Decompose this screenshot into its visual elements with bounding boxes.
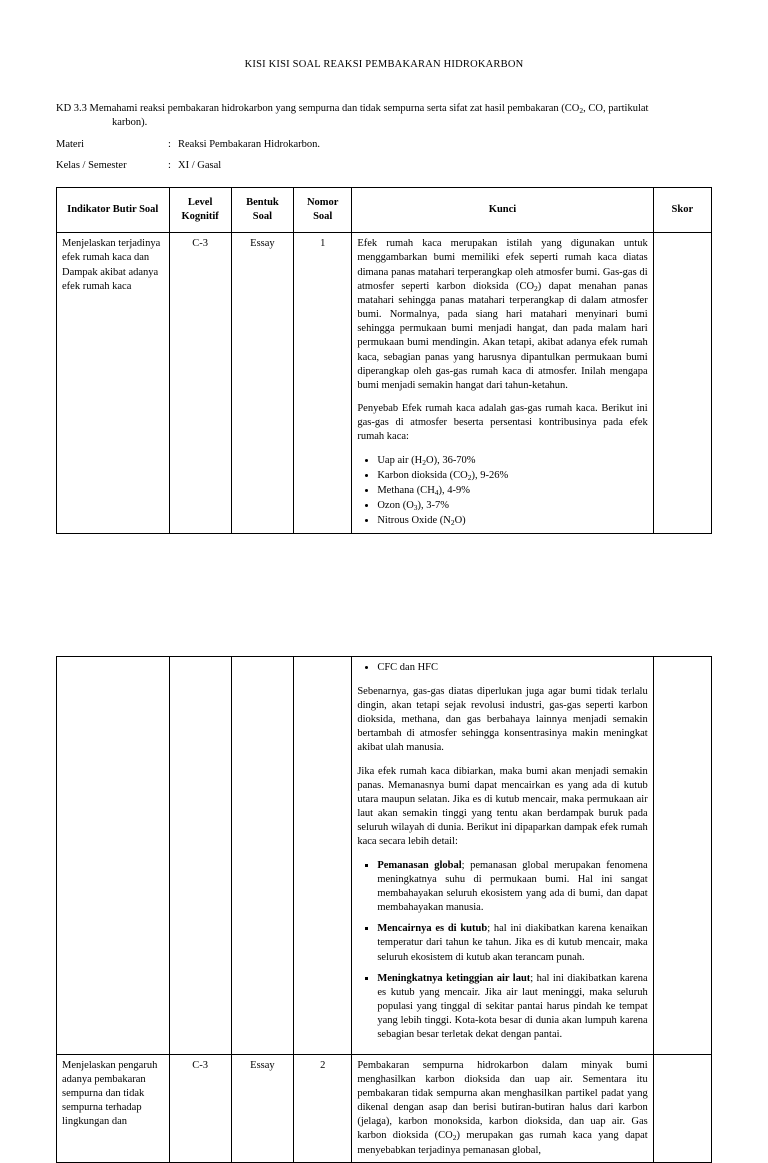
cell-nomor-2: 2 [294, 1054, 352, 1162]
table-row-continuation [57, 657, 712, 1054]
dampak-text: ; hal ini diakibatkan karena kenaikan temperatur dari tahun ke tahun. Jika es di kutub mencair, maka seluruh ekosistem di kutub akan terancam punah. [377, 923, 648, 963]
kisi-table-page1 [56, 187, 712, 535]
dampak-text: ; pemanasan global merupakan fenomena meningkatnya suhu di permukaan bumi. Hal ini sangat membahayakan seluruh ekosistem yang ada di bumi, dan dapat membahayakan manusia. [377, 859, 648, 914]
cell-skor-empty [653, 657, 711, 1054]
dampak-text: ; hal ini diakibatkan karena es kutub yang mencair. Jika air laut meninggi, maka seluruh populasi yang tinggal di sekitar pantai harus pindah ke tempat yang lebih tinggi. Kota-kota besar di dunia akan lumpuh karena sebagian besar terletak dekat dengan pantai. [377, 972, 648, 1041]
header-indikator: Indikator Butir Soal [57, 187, 170, 232]
cell-level-2: C-3 [169, 1054, 231, 1162]
continuation-paragraph-1: Sebenarnya, gas-gas diatas diperlukan juga agar bumi tidak terlalu dingin, akan tetapi sejak revolusi industri, gas-gas seperti karbon dioksida, methana, dan gas berbahaya lainnya menjadi semakin bertambah di atmosfer sehingga konsentrasinya makin meningkat akibat ulah manusia. [357, 685, 648, 754]
cell-indikator-2: Menjelaskan pengaruh adanya pembakaran sempurna dan tidak sempurna terhadap lingkungan dan [57, 1054, 170, 1162]
meta-sep-kelas: : [168, 159, 171, 171]
kunci-gas-list [357, 454, 647, 529]
kd-text-continued: karbon). [112, 117, 148, 129]
header-bentuk-line1: Bentuk [246, 196, 279, 208]
meta-sep-materi: : [168, 138, 171, 150]
list-item: • Uap air $(H_2O)$, 36-70% [377, 454, 647, 468]
dampak-title: Meningkatnya ketinggian air laut [377, 972, 531, 984]
list-item: • Nitrous Oxide $(N_2O)$ [377, 514, 647, 528]
header-nomor [294, 187, 352, 232]
list-item: • Ozon $(O_3)$, 3-7% [377, 499, 647, 513]
cell-kunci-continuation [352, 657, 653, 1054]
cell-bentuk-empty [231, 657, 293, 1054]
header-level-line1: Level [187, 196, 213, 208]
continuation-paragraph-2: Jika efek rumah kaca dibiarkan, maka bumi akan menjadi semakin panas. Memanasnya bumi dapat mencairkan es yang ada di kutub utara maupun selatan. Jika es di kutub mencair, maka permukaan air laut akan semakin tinggi yang tentu akan berdampak buruk pada seluruh wilayah di dunia. Berikut ini dipaparkan dampak efek rumah kaca secara lebih detail: [357, 765, 648, 848]
meta-row-materi [56, 138, 712, 152]
cell-skor-2 [653, 1054, 711, 1162]
dampak-list [357, 859, 647, 1043]
header-skor: Skor [653, 187, 711, 232]
header-kunci: Kunci [352, 187, 653, 232]
kunci-gas-list-continued [357, 661, 647, 675]
list-item [377, 922, 647, 965]
cell-kunci [352, 233, 653, 534]
header-level-line2: Kognitif [181, 211, 219, 223]
cell-level: C-3 [169, 233, 231, 534]
cell-nomor: 1 [294, 233, 352, 534]
cell-kunci-2 [352, 1054, 653, 1162]
header-nomor-line2: Soal [313, 211, 333, 223]
list-item: • CFC dan HFC [377, 661, 647, 675]
kunci-paragraph-1: Efek rumah kaca merupakan istilah yang digunakan untuk menggambarkan bumi memiliki efek seperti rumah kaca diatas dimana panas matahari terperangkap oleh atmosfer bumi. Gas-gas di atmosfer seperti karbon dioksida $(CO_2)$ dapat menahan panas matahari sehingga panas matahari terperangkap di dalam atmosfer bumi. Normalnya, pada siang hari matahari menyinari bumi sehingga permukaan bumi menjadi hangat, dan pada malam hari permukaan bumi mendingin. Akan tetapi, akibat adanya efek rumah kaca, sebagian panas yang harusnya dipantulkan permukaan bumi diperangkap oleh gas-gas rumah kaca di atmosfer. Inilah mengapa bumi menjadi semakin hangat dari tahun-ketahun. [357, 238, 648, 391]
cell-indikator-empty [57, 657, 170, 1054]
list-item: • Methana $(CH_4)$, 4-9% [377, 484, 647, 498]
cell-bentuk: Essay [231, 233, 293, 534]
meta-value-materi: Reaksi Pembakaran Hidrokarbon. [178, 138, 321, 150]
meta-label-materi: Materi [56, 138, 84, 150]
cell-skor [653, 233, 711, 534]
kd-text: KD 3.3 Memahami reaksi pembakaran hidrokarbon yang sempurna dan tidak sempurna serta sifat zat hasil pembakaran ($CO_2$, CO, partikulat [56, 103, 649, 116]
meta-row-kelas [56, 159, 712, 173]
kunci-2-paragraph: Pembakaran sempurna hidrokarbon dalam minyak bumi menghasilkan karbon dioksida dan uap air. Sementara itu pembakaran tidak sempurna akan menghasilkan partikel padat yang dikenal dengan asap dan berisi butiran-butiran halus dari karbon (jelaga), karbon monoksida, karbon dioksida, dan uap air. Gas karbon dioksida $(CO_2)$ merupakan gas rumah kaca yang dapat menyebabkan terjadinya pemanasan global, [357, 1059, 648, 1156]
meta-value-kelas: XI / Gasal [178, 159, 222, 171]
dampak-title: Mencairnya es di kutub [377, 923, 488, 935]
header-bentuk [231, 187, 293, 232]
kisi-table-page2 [56, 656, 712, 1162]
table-row [57, 233, 712, 534]
cell-level-empty [169, 657, 231, 1054]
list-item [377, 972, 647, 1043]
header-bentuk-line2: Soal [252, 211, 273, 223]
table-header-row [57, 187, 712, 232]
header-level [169, 187, 231, 232]
header-nomor-line1: Nomor [306, 196, 339, 208]
list-item: • Karbon dioksida $(CO_2)$, 9-26% [377, 469, 647, 483]
page-title: KISI KISI SOAL REAKSI PEMBAKARAN HIDROKARBON [244, 59, 524, 70]
cell-nomor-empty [294, 657, 352, 1054]
dampak-title: Pemanasan global [377, 859, 462, 871]
kunci-paragraph-2: Penyebab Efek rumah kaca adalah gas-gas rumah kaca. Berikut ini gas-gas di atmosfer beserta persentasi kontribusinya pada efek rumah kaca: [357, 403, 648, 443]
cell-indikator: Menjelaskan terjadinya efek rumah kaca dan Dampak akibat adanya efek rumah kaca [57, 233, 170, 534]
kd-paragraph [56, 102, 712, 130]
page-gap [56, 534, 712, 642]
meta-label-kelas: Kelas / Semester [56, 159, 127, 171]
list-item [377, 859, 647, 916]
table-row [57, 1054, 712, 1162]
cell-bentuk-2: Essay [231, 1054, 293, 1162]
